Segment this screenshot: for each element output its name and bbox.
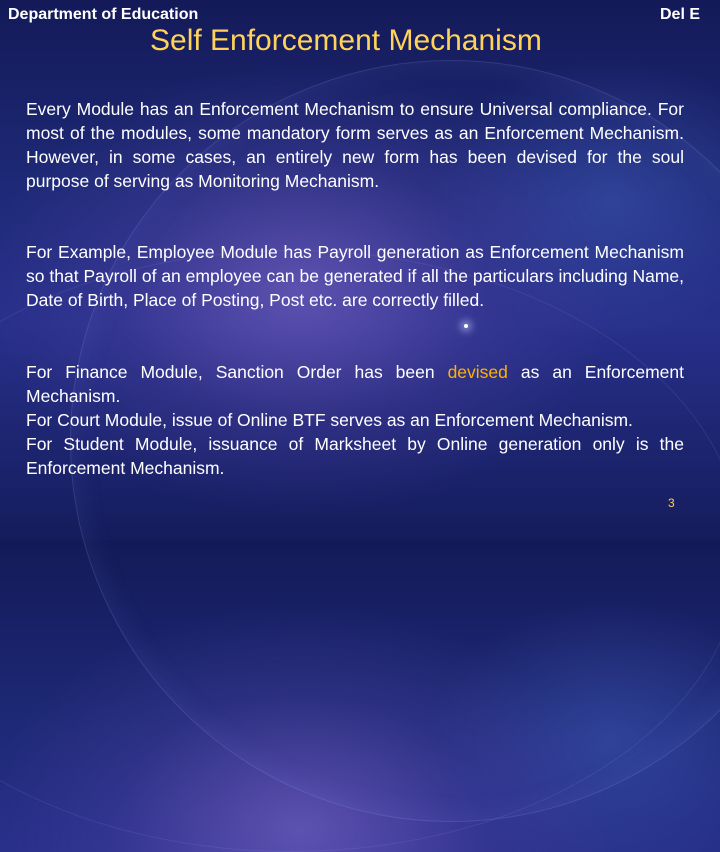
finance-module-line — [26, 360, 684, 408]
department-label: Department of Education — [8, 6, 199, 23]
highlighted-word: devised — [447, 362, 508, 382]
paragraph-module-list — [26, 360, 684, 480]
sparkle-decoration — [464, 324, 468, 328]
student-module-line: For Student Module, issuance of Marksheet by Online generation only is the Enforcement Mechanism. — [26, 434, 684, 478]
court-module-line: For Court Module, issue of Online BTF serves as an Enforcement Mechanism. — [26, 410, 633, 430]
page-number: 3 — [668, 496, 675, 510]
slide-title: Self Enforcement Mechanism — [150, 24, 542, 57]
finance-prefix: For Finance Module, Sanction Order has been — [26, 362, 448, 382]
finance-suffix: as an Enforcement Mechanism. — [26, 362, 684, 406]
paragraph-employee-example: For Example, Employee Module has Payroll generation as Enforcement Mechanism so that Payroll of an employee can be generated if all the particulars including Name, Date of Birth, Place of Posting, Post etc. are correctly filled. — [26, 242, 684, 310]
background-arc-lower — [0, 250, 720, 852]
header-right-label: Del E — [659, 6, 700, 23]
paragraph-enforcement-overview: Every Module has an Enforcement Mechanism to ensure Universal compliance. For most of the modules, some mandatory form serves as an Enforcement Mechanism. However, in some cases, an entirely new form has been devised for the soul purpose of serving as Monitoring Mechanism. — [26, 99, 684, 191]
